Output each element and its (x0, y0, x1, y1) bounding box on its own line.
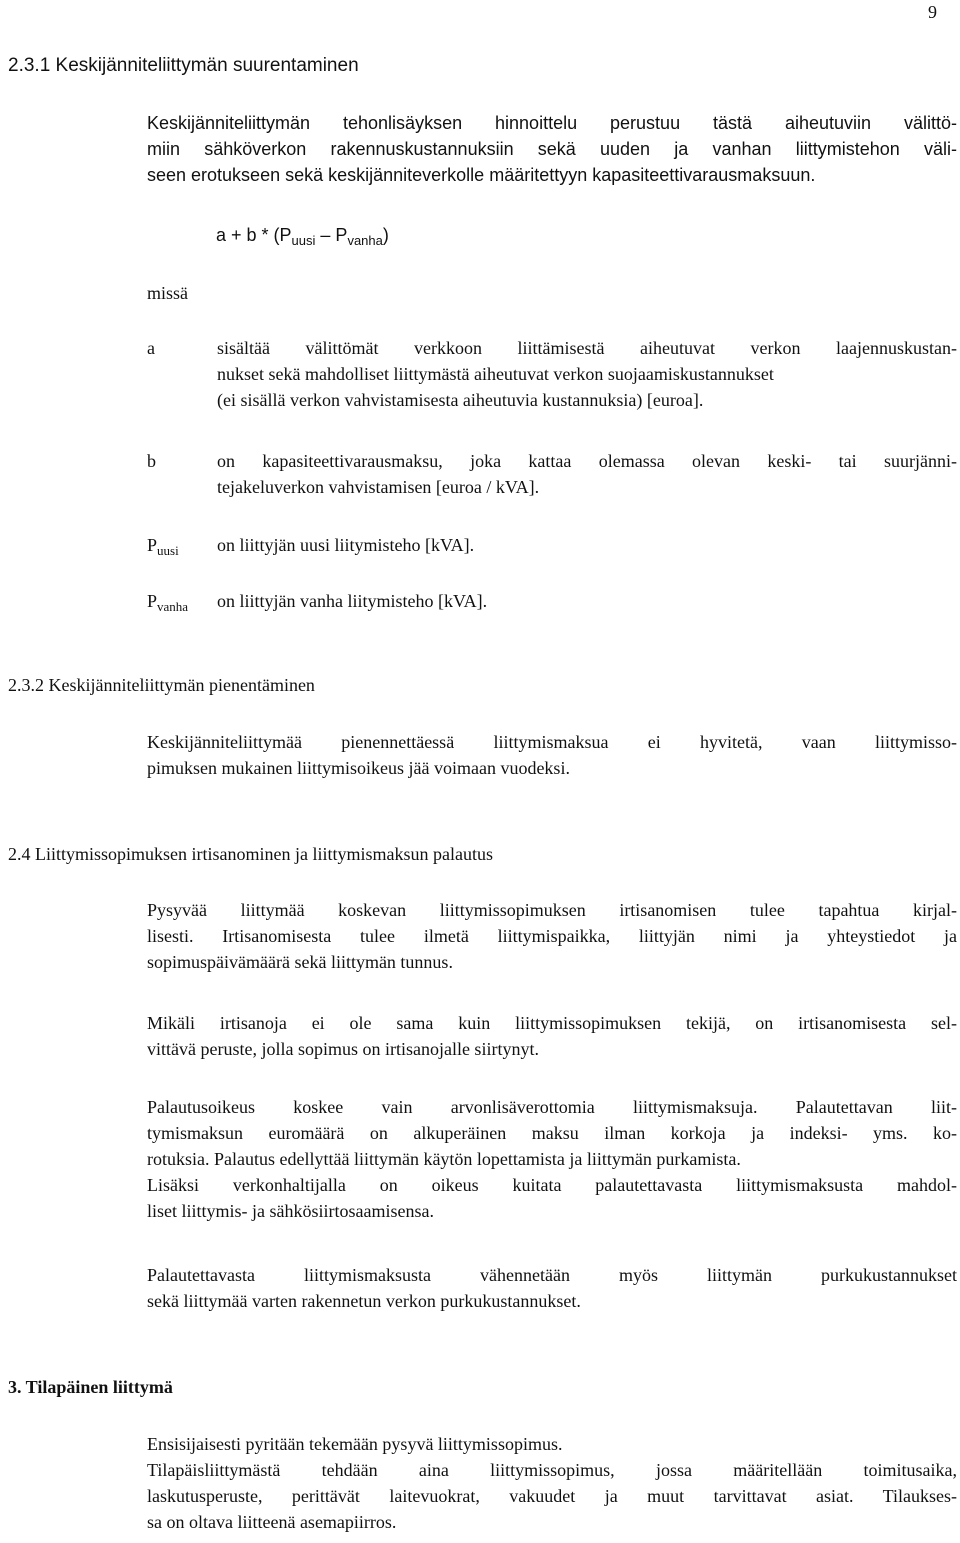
section-2-3-2-body (147, 729, 957, 781)
term-letter: P (147, 535, 158, 555)
definition-text-b (217, 448, 957, 500)
section-2-4-paragraph-2 (147, 1010, 957, 1062)
formula-minus: – P (315, 225, 348, 245)
section-heading-2-3-2: 2.3.2 Keskijänniteliittymän pienentäminen (8, 675, 315, 695)
section-2-3-1-intro (147, 110, 957, 188)
definition-line: nukset sekä mahdolliset liittymästä aiheutuvat verkon suojaamiskustannukset (217, 364, 774, 384)
body-line: lisesti. Irtisanomisesta tulee ilmetä liittymispaikka, liittyjän nimi ja yhteystiedot ja (147, 926, 957, 946)
body-line: laskutusperuste, perittävät laitevuokrat, vakuudet ja muut tarvittavat asiat. Tilaukses- (147, 1486, 957, 1506)
body-line: Ensisijaisesti pyritään tekemään pysyvä liittymissopimus. (147, 1434, 563, 1454)
section-2-4-paragraph-1 (147, 897, 957, 975)
body-line: Tilapäisliittymästä tehdään aina liittymissopimus, jossa määritellään toimitusaika, (147, 1460, 957, 1480)
section-2-4-paragraph-3 (147, 1094, 957, 1224)
definition-line: (ei sisällä verkon vahvistamisesta aiheutuvia kustannuksia) [euroa]. (217, 390, 704, 410)
definition-line: tejakeluverkon vahvistamisen [euroa / kVA]. (217, 477, 540, 497)
section-heading-2-3-1: 2.3.1 Keskijänniteliittymän suurentaminen (8, 55, 359, 76)
definition-text-p-uusi: on liittyjän uusi liitymisteho [kVA]. (217, 535, 475, 555)
definition-term-b: b (147, 451, 156, 471)
page-number: 9 (928, 2, 937, 22)
body-line: sopimuspäivämäärä sekä liittymän tunnus. (147, 952, 453, 972)
section-3-body (147, 1431, 957, 1535)
body-line: Mikäli irtisanoja ei ole sama kuin liittymissopimuksen tekijä, on irtisanomisesta sel- (147, 1013, 957, 1033)
body-line: vittävä peruste, jolla sopimus on irtisanojalle siirtynyt. (147, 1039, 539, 1059)
body-line: sekä liittymää varten rakennetun verkon purkukustannukset. (147, 1291, 581, 1311)
formula-suffix: ) (382, 225, 389, 245)
definition-term-p-uusi (147, 532, 179, 558)
intro-line: seen erotukseen sekä keskijänniteverkolle määritettyyn kapasiteettivarausmaksuun. (147, 165, 816, 185)
body-line: tymismaksun euromäärä on alkuperäinen maksu ilman korkoja ja indeksi- yms. ko- (147, 1123, 957, 1143)
intro-line: miin sähköverkon rakennuskustannuksiin sekä uuden ja vanhan liittymistehon väli- (147, 139, 957, 159)
section-heading-3: 3. Tilapäinen liittymä (8, 1377, 173, 1397)
body-line: liset liittymis- ja sähkösiirtosaamisensa. (147, 1201, 434, 1221)
term-subscript: uusi (157, 543, 179, 558)
body-line: Lisäksi verkonhaltijalla on oikeus kuitata palautettavasta liittymismaksusta mahdol- (147, 1175, 957, 1195)
body-line: Palautettavasta liittymismaksusta vähennetään myös liittymän purkukustannukset (147, 1265, 957, 1285)
term-letter: P (147, 591, 158, 611)
body-line: pimuksen mukainen liittymisoikeus jää voimaan vuodeksi. (147, 758, 570, 778)
formula-sub-new: uusi (291, 233, 316, 248)
body-line: Keskijänniteliittymää pienennettäessä liittymismaksua ei hyvitetä, vaan liittymisso- (147, 732, 957, 752)
formula-prefix: a + b * (P (216, 225, 292, 245)
definition-text-p-vanha: on liittyjän vanha liitymisteho [kVA]. (217, 591, 488, 611)
body-line: Palautusoikeus koskee vain arvonlisäverottomia liittymismaksuja. Palautettavan liit- (147, 1097, 957, 1117)
where-label: missä (147, 283, 189, 303)
term-subscript: vanha (157, 599, 189, 614)
formula-sub-old: vanha (347, 233, 383, 248)
definition-line: on kapasiteettivarausmaksu, joka kattaa olemassa olevan keski- tai suurjänni- (217, 451, 957, 471)
body-line: Pysyvää liittymää koskevan liittymissopimuksen irtisanomisen tulee tapahtua kirjal- (147, 900, 957, 920)
definition-line: sisältää välittömät verkkoon liittämisestä aiheutuvat verkon laajennuskustan- (217, 338, 957, 358)
body-line: rotuksia. Palautus edellyttää liittymän käytön lopettamista ja liittymän purkamista. (147, 1149, 741, 1169)
definition-term-p-vanha (147, 588, 188, 614)
section-2-4-paragraph-4 (147, 1262, 957, 1314)
body-line: sa on oltava liitteenä asemapiirros. (147, 1512, 397, 1532)
intro-line: Keskijänniteliittymän tehonlisäyksen hinnoittelu perustuu tästä aiheutuviin välittö- (147, 113, 957, 133)
definition-text-a (217, 335, 957, 413)
definition-term-a: a (147, 338, 155, 358)
formula (216, 222, 389, 248)
section-heading-2-4: 2.4 Liittymissopimuksen irtisanominen ja liittymismaksun palautus (8, 844, 493, 864)
